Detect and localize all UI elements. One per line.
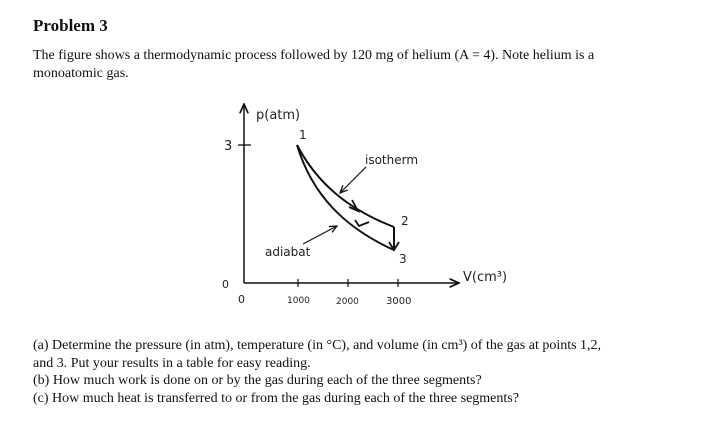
point-label-1: 1 [299,128,307,142]
questions [33,337,703,407]
problem-title: Problem 3 [33,16,108,35]
y-axis-label: p(atm) [256,108,301,123]
y-origin-label: 0 [222,278,229,291]
question-b: (b) How much work is done on or by the gas during each of the three segments? [33,373,482,388]
point-label-2: 2 [401,214,409,228]
x-origin-label: 0 [238,293,245,306]
adiabat-pointer [303,226,337,244]
question-a-line-1: (a) Determine the pressure (in atm), temperature (in °C), and volume (in cm³) of the gas at points 1,2, [33,338,602,353]
question-a [33,337,703,372]
point-label-3: 3 [399,252,407,266]
x-axis-label: V(cm³) [463,270,508,285]
intro-line-2: monoatomic gas. [33,66,129,81]
question-a-line-2: and 3. Put your results in a table for easy reading. [33,355,311,371]
x-tick-label-2000: 2000 [336,297,359,307]
adiabat-annotation: adiabat [265,245,311,259]
question-c: (c) How much heat is transferred to or from the gas during each of the three segments? [33,390,519,406]
isotherm-pointer [340,167,366,193]
adiabat-direction-arrow [355,220,369,226]
intro-line-1: The figure shows a thermodynamic process followed by 120 mg of helium (A = 4). Note helium is a [33,48,595,63]
isotherm-annotation: isotherm [365,153,419,167]
y-tick-label-3: 3 [224,139,233,154]
x-tick-label-3000: 3000 [386,296,412,307]
x-tick-label-1000: 1000 [287,296,310,306]
